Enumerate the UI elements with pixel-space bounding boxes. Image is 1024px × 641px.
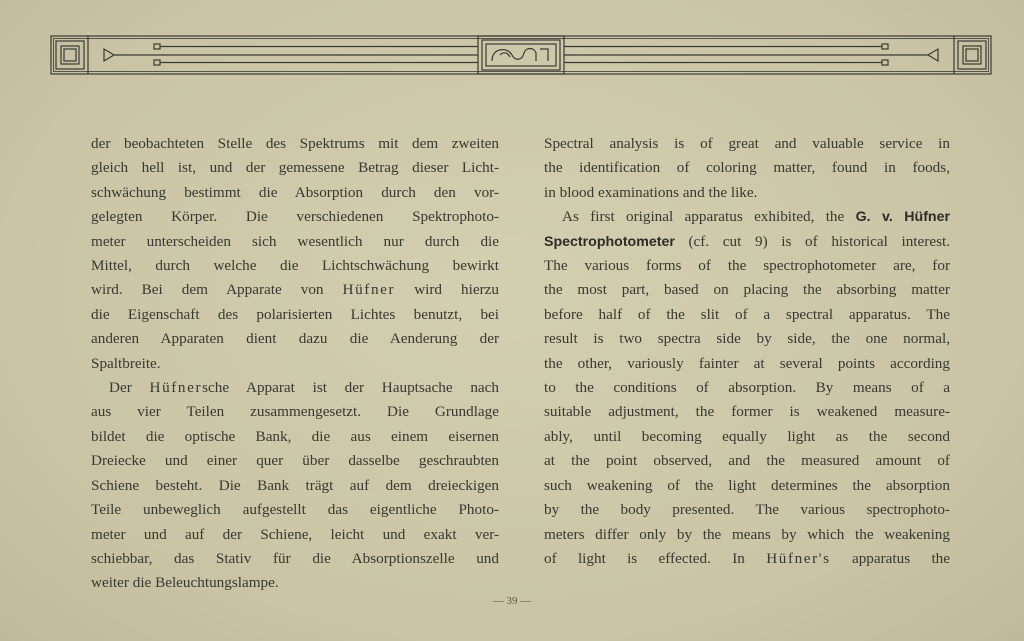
text-line: by the body presented. The various spectrophoto-: [544, 501, 950, 519]
text-line: Mittel, durch welche die Lichtschwächung bewirkt: [91, 257, 499, 275]
text-line: The various forms of the spectrophotometer are, for: [544, 257, 950, 275]
text-line: Schiene besteht. Die Bank trägt auf dem dreieckigen: [91, 476, 499, 494]
text-line: gelegten Körper. Die verschiedenen Spektrophoto-: [91, 208, 499, 226]
text-line: the other, variously fainter at several points according: [544, 354, 950, 372]
text-segment: sche Apparat ist der Hauptsache nach: [202, 379, 499, 397]
text-segment: (cf. cut 9) is of historical interest.: [688, 232, 950, 250]
text-line: such weakening of the light determines the absorption: [544, 476, 950, 494]
author-name: Hüfner: [149, 379, 203, 397]
text-line: meters differ only by the means by which the weakening: [544, 525, 950, 543]
header-ornament-border: [50, 33, 992, 77]
text-line: der beobachteten Stelle des Spektrums mit dem zweiten: [91, 135, 499, 152]
text-line: meter unterscheiden sich wesentlich nur durch die: [91, 232, 499, 250]
text-line: in blood examinations and the like.: [544, 183, 758, 201]
text-line: ably, until becoming equally light as the second: [544, 427, 950, 445]
text-line: [91, 376, 499, 400]
text-line: schwächung bestimmt die Absorption durch den vor-: [91, 183, 499, 201]
text-line: aus vier Teilen zusammengesetzt. Die Grundlage: [91, 403, 499, 421]
text-line: [544, 547, 950, 571]
text-line: Spaltbreite.: [91, 354, 161, 372]
text-line: die Eigenschaft des polarisierten Lichtes benutzt, bei: [91, 305, 499, 323]
text-line: weiter die Beleuchtungslampe.: [91, 574, 279, 592]
text-line: schiebbar, das Stativ für die Absorptionszelle und: [91, 549, 499, 567]
text-segment: wird. Bei dem Apparate von: [91, 281, 324, 299]
text-segment: Der: [109, 379, 132, 397]
text-line: Spectral analysis is of great and valuable service in: [544, 135, 950, 152]
text-line: before half of the slit of a spectral apparatus. The: [544, 305, 950, 323]
text-segment: of light is effected. In: [544, 549, 745, 567]
text-line: meter und auf der Schiene, leicht und exakt ver-: [91, 525, 499, 543]
text-line: the most part, based on placing the absorbing matter: [544, 281, 950, 299]
german-text-column: [91, 132, 499, 596]
text-line: [91, 278, 499, 302]
text-line: [544, 205, 950, 229]
text-line: [544, 230, 950, 254]
text-line: suitable adjustment, the former is weakened measure-: [544, 403, 950, 421]
instrument-name: G. v. Hüfner: [855, 209, 951, 226]
text-line: bildet die optische Bank, die aus einem eisernen: [91, 427, 499, 445]
text-segment: apparatus the: [851, 549, 950, 567]
text-line: the identification of coloring matter, found in foods,: [544, 159, 950, 177]
text-segment: As first original apparatus exhibited, the: [562, 208, 845, 226]
text-line: Dreiecke und einer quer über dasselbe geschraubten: [91, 452, 499, 470]
author-name: Hüfner: [342, 281, 396, 299]
author-name: Hüfner's: [766, 549, 831, 567]
text-line: Teile unbeweglich aufgestellt das eigentliche Photo-: [91, 501, 499, 519]
text-segment: wird hierzu: [414, 281, 499, 299]
instrument-name: Spectrophotometer: [544, 233, 675, 250]
text-line: at the point observed, and the measured amount of: [544, 452, 950, 470]
text-line: to the conditions of absorption. By means of a: [544, 379, 950, 397]
text-line: anderen Apparaten dient dazu die Aenderung der: [91, 330, 499, 348]
page-number: — 39 —: [492, 595, 532, 607]
english-text-column: [544, 132, 950, 571]
text-line: gleich hell ist, und der gemessene Betrag dieser Licht-: [91, 159, 499, 177]
text-line: result is two spectra side by side, the one normal,: [544, 330, 950, 348]
